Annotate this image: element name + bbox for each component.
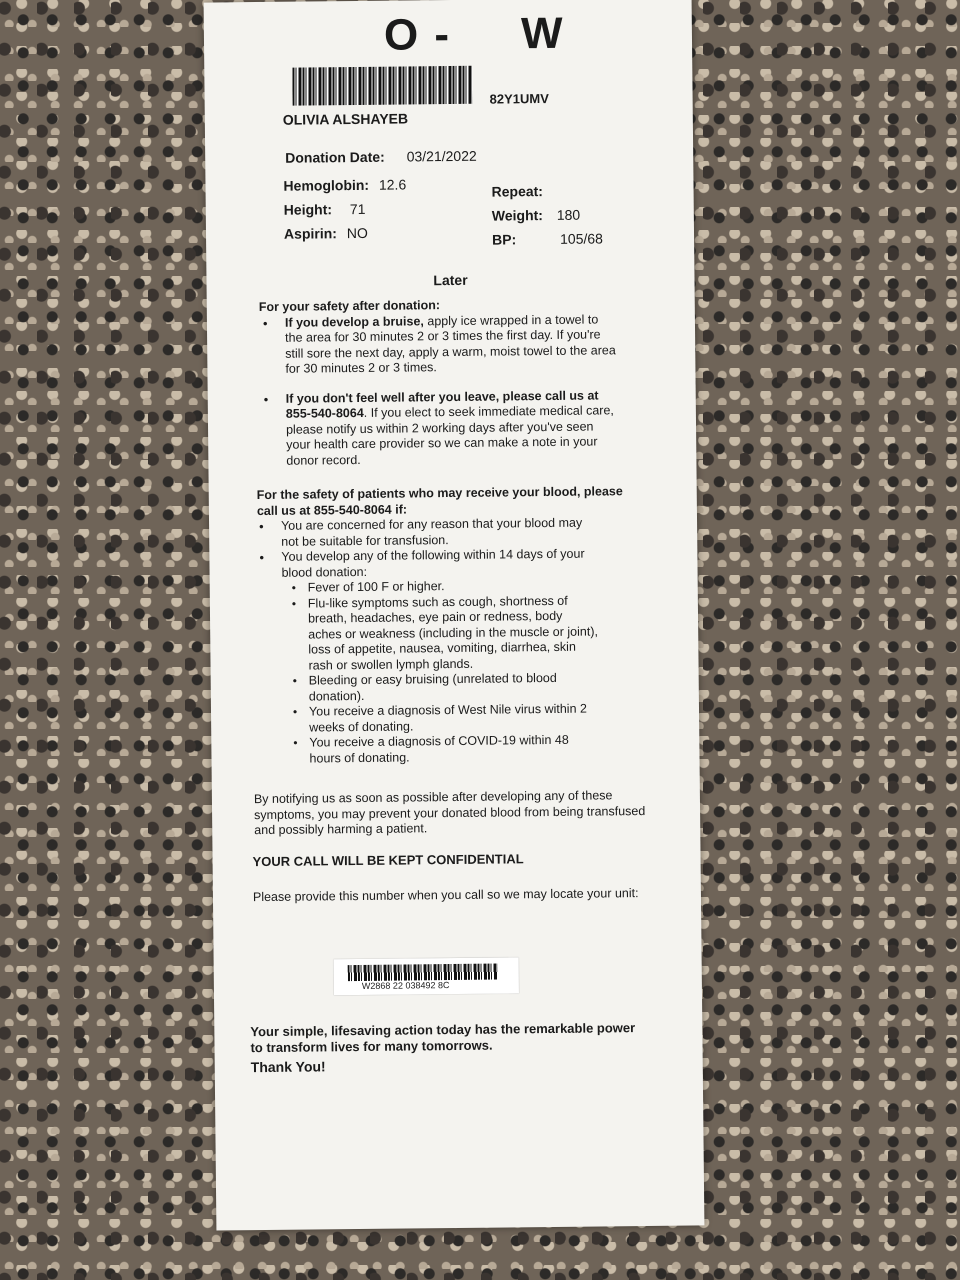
west-nile-item: • You receive a diagnosis of West Nile virus within 2 weeks of donating.: [309, 701, 599, 735]
flu-item: • Flu-like symptoms such as cough, shortness of breath, headaches, eye pain or redness, body aches or weakness (including in the muscle or joint), loss of appetite, nausea, vomiting, diarrhea, skin rash or swollen lymph glands.: [308, 593, 599, 674]
closing-text: Your simple, lifesaving action today has the remarkable power to transform lives for many tomorrows.: [250, 1020, 636, 1055]
repeat-row: [491, 183, 543, 200]
unwell-item: [286, 388, 621, 469]
bruise-item: [285, 312, 620, 377]
later-heading: Later: [433, 271, 468, 289]
patients-section: [257, 484, 650, 767]
bp-value: 105/68: [560, 230, 604, 247]
bp-row: [492, 230, 603, 247]
patients-heading: For the safety of patients who may receive your blood, please call us at 855-540-8064 if:: [256, 484, 623, 518]
unwell-text: . If you elect to seek immediate medical care, please notify us within 2 working days after you've seen your health care provider so we can make a note in your donor record.: [285, 403, 614, 468]
provide-text: Please provide this number when you call so we may locate your unit:: [252, 886, 639, 905]
abo-type: O -: [383, 10, 452, 60]
weight-value: 180: [556, 206, 581, 223]
concern-item: • You are concerned for any reason that your blood may not be suitable for transfusion.: [281, 516, 591, 550]
thank-you: Thank You!: [250, 1058, 326, 1076]
height-label: Height:: [283, 201, 333, 218]
hemoglobin-value: 12.6: [378, 176, 407, 193]
blood-type: [384, 9, 565, 61]
bruise-bold: If you develop a bruise,: [284, 313, 424, 330]
flag-letter: W: [520, 8, 565, 59]
unwell-bold: If you don't feel well after you leave, please call us at 855-540-8064: [285, 387, 599, 421]
symptoms-item: • You develop any of the following within 14 days of your blood donation:: [281, 547, 591, 581]
fever-item: • Fever of 100 F or higher.: [308, 577, 598, 596]
weight-row: [492, 207, 580, 224]
bp-label: BP:: [491, 231, 517, 248]
unit-number-label: [334, 957, 519, 995]
unit-code: 82Y1UMV: [489, 90, 549, 107]
height-row: [284, 201, 366, 218]
notify-text: By notifying us as soon as possible after developing any of these symptoms, you may prevent your donated blood from being transfused and possibly harming a patient.: [253, 788, 646, 838]
covid-item: • You receive a diagnosis of COVID-19 within 48 hours of donating.: [309, 732, 599, 766]
donor-name: OLIVIA ALSHAYEB: [282, 110, 409, 128]
unit-barcode: [348, 964, 498, 982]
hemoglobin-row: [283, 176, 406, 193]
confidential-text: YOUR CALL WILL BE KEPT CONFIDENTIAL: [252, 851, 524, 870]
donation-receipt: [204, 0, 705, 1231]
hemoglobin-label: Hemoglobin:: [283, 176, 370, 194]
donation-date-label: Donation Date:: [285, 148, 385, 166]
repeat-label: Repeat:: [491, 183, 544, 200]
donor-barcode: [292, 66, 472, 106]
height-value: 71: [349, 200, 366, 218]
bleeding-item: • Bleeding or easy bruising (unrelated to blood donation).: [309, 670, 599, 704]
aspirin-label: Aspirin:: [283, 225, 337, 242]
weight-label: Weight:: [491, 207, 543, 224]
donation-date-value: 03/21/2022: [406, 147, 477, 165]
safety-heading: For your safety after donation:: [258, 298, 441, 315]
unit-number: W2868 22 038492 8C: [361, 980, 450, 991]
donation-date-row: [285, 148, 477, 166]
safety-section: [259, 296, 621, 469]
aspirin-row: [284, 225, 368, 242]
bruise-text: apply ice wrapped in a towel to the area for 30 minutes 2 or 3 times the first day. If you're still sore the next day, apply a warm, moist towel to the area for 30 minutes 2 or 3 times.: [285, 311, 616, 376]
aspirin-value: NO: [346, 224, 368, 242]
